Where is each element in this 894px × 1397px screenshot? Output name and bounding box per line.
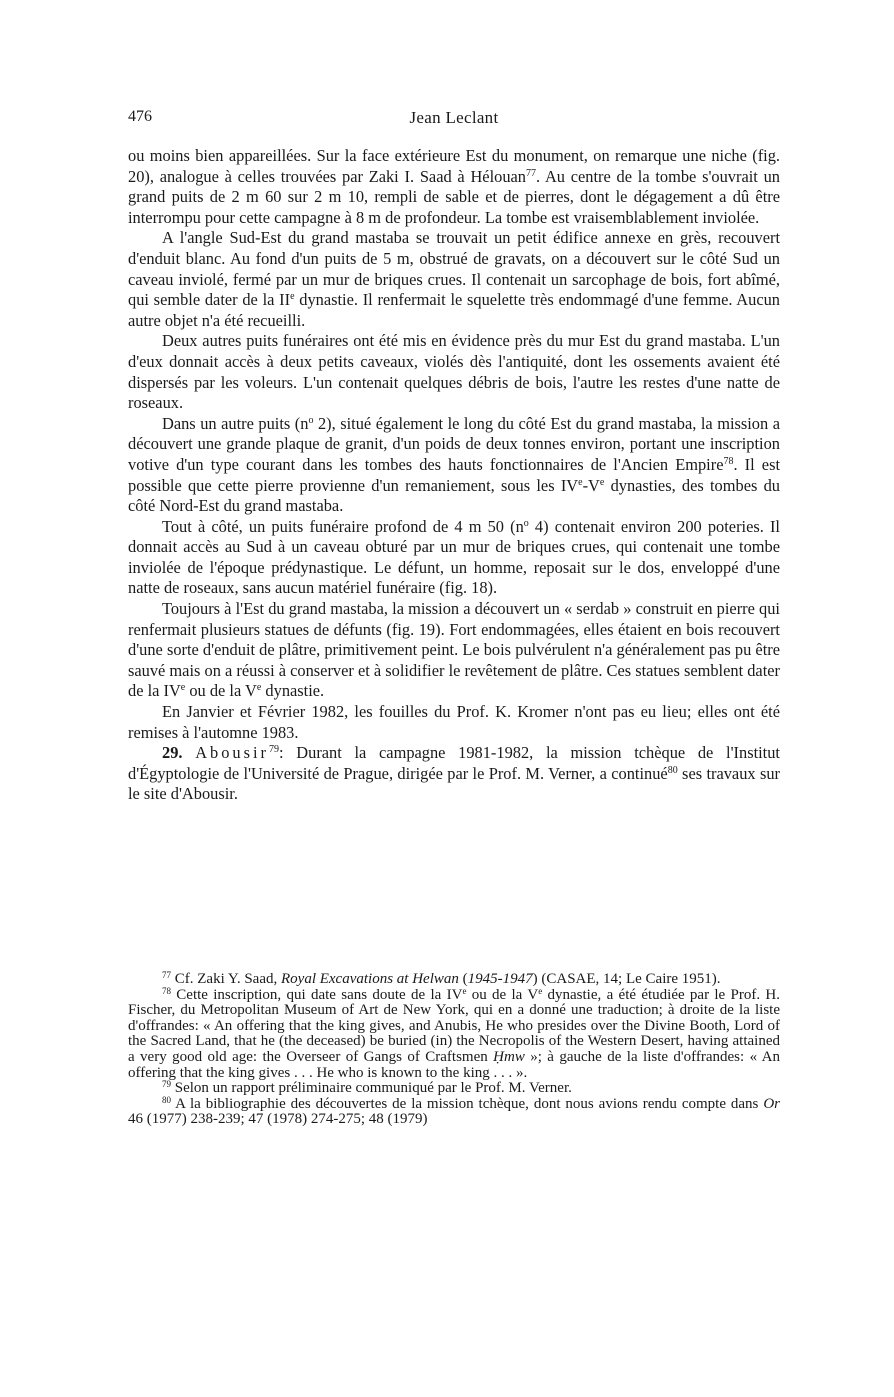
paragraph-6: Toujours à l'Est du grand mastaba, la mission a découvert un « serdab » construit en pierre qui renfermait plusieurs statues de défunts (fig. 19). Fort endommagées, elles étaient en bois recouvert d'une sorte d'enduit de plâtre, primitivement peint. Le bois pulvérulent n'a généralement pas pu être sauvé mais on a réussi à conserver et à solidifier le revêtement de plâtre. Ces statues semblent dater de la IVe ou de la Ve dynastie. xyxy=(128,599,780,701)
section-number: 29. xyxy=(162,743,183,763)
site-name: Abousir xyxy=(195,743,270,763)
page-number: 476 xyxy=(128,108,152,125)
footnote-ref-79: 79 xyxy=(269,744,280,756)
body-text xyxy=(128,146,780,805)
footnote-77: $^{77}$ Cf. Zaki Y. Saad, Royal Excavations at Helwan (1945-1947) (CASAE, 14; Le Caire 1951). xyxy=(162,970,721,987)
paragraph-4: Dans un autre puits ($n^o$ 2), situé également le long du côté Est du grand mastaba, la mission a découvert une grande plaque de granit, d'un poids de deux tonnes environ, portant une inscription votive d'un type courant dans les tombes des hauts fonctionnaires de l'Ancien Empire$^{78}$. Il est possible que cette pierre provienne d'un remaniement, sous les IVe-Ve dynasties, des tombes du côté Nord-Est du grand mastaba. xyxy=(128,413,781,516)
paragraph-2: A l'angle Sud-Est du grand mastaba se trouvait un petit édifice annexe en grès, recouvert d'enduit blanc. Au fond d'un puits de 5 m, obstrué de gravats, on a découvert sur le côté Sud un caveau inviolé, fermé par un mur de briques crues. Il contenait un sarcophage de bois, fort abîmé, qui semble dater de la IIe dynastie. Il renfermait le squelette très endommagé d'une femme. Aucun autre objet n'a été recueilli. xyxy=(128,228,780,330)
footnotes xyxy=(128,972,780,1128)
footnote-ref-78: 78 xyxy=(723,455,734,467)
paragraph-7: En Janvier et Février 1982, les fouilles du Prof. K. Kromer n'ont pas eu lieu; elles ont été remises à l'automne 1983. xyxy=(128,702,780,742)
footnote-79: $^{79}$ Selon un rapport préliminaire communiqué par le Prof. M. Verner. xyxy=(162,1079,572,1097)
paragraph-5: Tout à côté, un puits funéraire profond de 4 m 50 ($n^o$ 4) contenait environ 200 poteries. Il donnait accès au Sud à un caveau obturé par un mur de briques crues, qui contenait une tombe inviolée de l'époque prédynastique. Le défunt, un homme, reposait sur le dos, enveloppé d'une natte de roseaux, sans aucun matériel funéraire (fig. 18). xyxy=(128,516,780,598)
paragraph-3: Deux autres puits funéraires ont été mis en évidence près du mur Est du grand mastaba. L'un d'eux donnait accès à deux petits caveaux, violés dès l'antiquité, dont les ossements avaient été dispersés par les voleurs. L'un contenait quelques débris de bois, l'autre les restes d'une natte de roseaux. xyxy=(128,331,780,413)
footnote-ref-77: 77 xyxy=(526,167,536,179)
footnote-78: $^{78}$ Cette inscription, qui date sans doute de la IVe ou de la Ve dynastie, a été étudiée par le Prof. H. Fischer, du Metropolitan Museum of Art de New York, qui en a donné une traduction; à droite de la liste d'offrandes: « An offering that the king gives, and Anubis, He who presides over the Divine Booth, Lord of the Sacred Land, that he (the deceased) be buried (in) the Necropolis of the Western Desert, having attained a very good old age: the Overseer of Gangs of Craftsmen Ḥmw »; à gauche de la liste d'offrandes: « An offering that the king gives . . . He who is known to the king . . . ». xyxy=(128,985,780,1081)
page-header xyxy=(128,108,780,134)
paragraph-1: ou moins bien appareillées. Sur la face extérieure Est du monument, on remarque une niche (fig. 20), analogue à celles trouvées par Zaki I. Saad à Hélouan$^{77}$. Au centre de la tombe s'ouvrait un grand puits de 2 m 60 sur 2 m 10, rempli de sable et de pierres, dont le dégagement a dû être interrompu pour cette campagne à 8 m de profondeur. La tombe est vraisemblablement inviolée. xyxy=(128,146,780,227)
paragraph-8: 29. Abousir$^{79}$: Durant la campagne 1981-1982, la mission tchèque de l'Institut d'Égyptologie de l'Université de Prague, dirigée par le Prof. M. Verner, a continué$^{80}$ ses travaux sur le site d'Abousir. xyxy=(128,743,780,804)
running-title: Jean Leclant xyxy=(409,108,499,127)
footnote-80: $^{80}$ A la bibliographie des découvertes de la mission tchèque, dont nous avions rendu compte dans Or 46 (1977) 238-239; 47 (1978) 274-275; 48 (1979) xyxy=(128,1094,780,1128)
footnote-ref-80: 80 xyxy=(667,764,678,776)
